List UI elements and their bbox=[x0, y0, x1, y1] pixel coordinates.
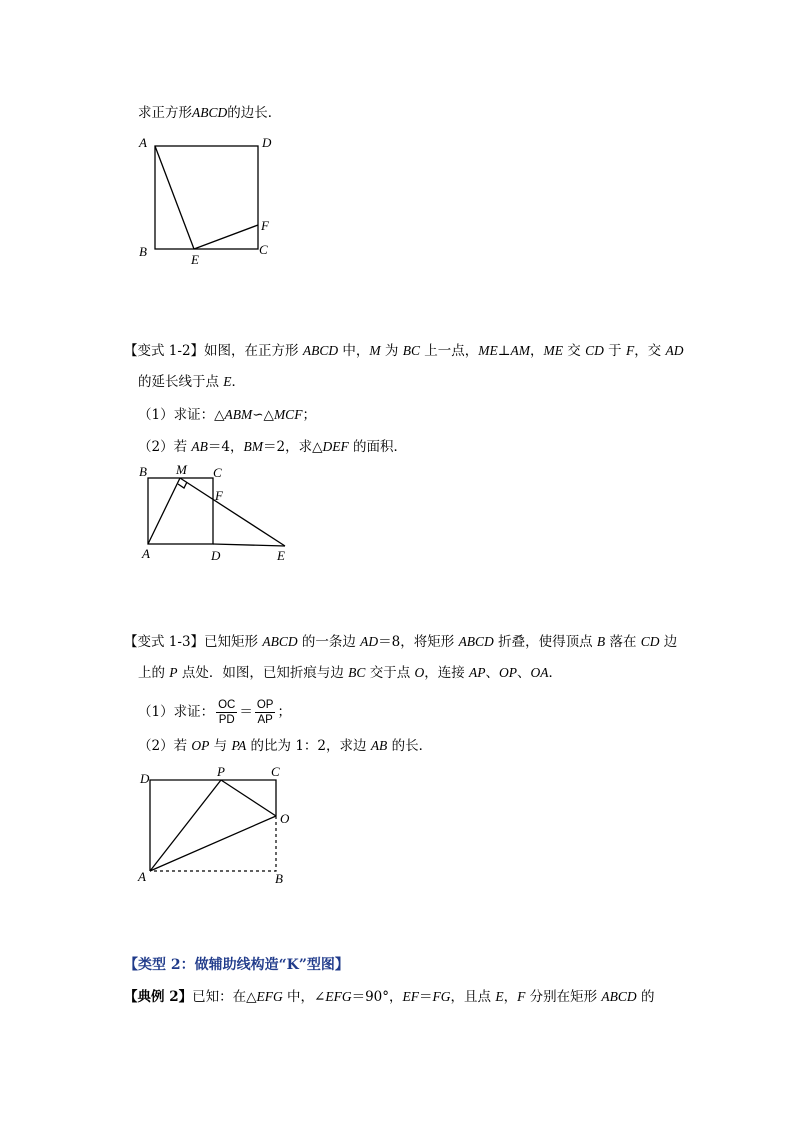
fig3-label-a: A bbox=[138, 869, 146, 884]
v13-var: AP bbox=[469, 665, 486, 680]
v12-var: MCF bbox=[273, 407, 303, 422]
fraction-denominator: PD bbox=[218, 714, 235, 726]
v12-text: 如图，在正方形 bbox=[204, 343, 303, 359]
ex2-var: F bbox=[517, 989, 526, 1004]
v12-text: ． bbox=[231, 374, 246, 390]
fig3-line-po bbox=[221, 780, 276, 816]
fig3-rect-solid bbox=[150, 780, 276, 871]
intro-var: ABCD bbox=[192, 105, 228, 120]
v12-var: BC bbox=[402, 343, 420, 358]
v12-text: 的面积． bbox=[348, 439, 408, 455]
v13-var: CD bbox=[640, 634, 660, 649]
v13-text: 、 bbox=[485, 665, 500, 681]
v12-text: 于 bbox=[603, 343, 626, 359]
v12-var: DEF bbox=[322, 439, 349, 454]
fig1-label-e: E bbox=[191, 252, 199, 267]
v12-var: ME bbox=[478, 343, 498, 358]
v12-text: （2）若 bbox=[138, 439, 192, 455]
v13-text: 的比为 1：2，求边 bbox=[246, 738, 371, 754]
ex2-text: ＝ bbox=[419, 989, 433, 1005]
fig3-label-b: B bbox=[275, 871, 283, 886]
v13-text: 上的 bbox=[138, 665, 170, 681]
v13-text: 的一条边 bbox=[297, 634, 361, 650]
ex2-text: ，且点 bbox=[450, 989, 496, 1005]
v13-tag: 【变式 1-3】 bbox=[124, 634, 205, 650]
v12-var: F bbox=[625, 343, 635, 358]
v13-text: ＝8，将矩形 bbox=[378, 634, 459, 650]
v13-var: ABCD bbox=[458, 634, 494, 649]
v13-var: AB bbox=[370, 738, 388, 753]
v13-text: 、 bbox=[517, 665, 531, 681]
fig3-label-c: C bbox=[271, 764, 280, 779]
v13-var: BC bbox=[348, 665, 366, 680]
fig3-line-ao bbox=[150, 816, 276, 871]
v13-text: ． bbox=[548, 665, 563, 681]
v12-text: 交 bbox=[562, 343, 586, 359]
v12-var: CD bbox=[585, 343, 604, 358]
v13-var: AD bbox=[360, 634, 379, 649]
fig2-label-c: C bbox=[213, 465, 222, 480]
v13-text: 边 bbox=[659, 634, 678, 650]
v13-text: （2）若 bbox=[138, 738, 192, 754]
v13-text: 折叠，使得顶点 bbox=[493, 634, 597, 650]
v12-text: ＝2，求△ bbox=[262, 439, 323, 455]
fig1-label-c: C bbox=[259, 242, 268, 257]
v13-var: OA bbox=[530, 665, 549, 680]
ex2-text: ＝90°， bbox=[351, 989, 403, 1005]
ex2-var: ABCD bbox=[601, 989, 637, 1004]
ex2-text: ， bbox=[503, 989, 518, 1005]
v12-var: BM bbox=[243, 439, 263, 454]
fig2-label-a: A bbox=[142, 546, 150, 561]
v13-text: 与 bbox=[209, 738, 232, 754]
v13-var: OP bbox=[499, 665, 518, 680]
v13-text: 落在 bbox=[605, 634, 641, 650]
v13-text: （1）求证： bbox=[138, 704, 215, 720]
v12-text: （1）求证：△ bbox=[138, 407, 225, 423]
ex2-line bbox=[124, 987, 654, 1007]
fig1-label-f: F bbox=[261, 218, 269, 233]
v12-text: 为 bbox=[380, 343, 403, 359]
ex2-text: 已知：在△ bbox=[192, 989, 257, 1005]
v13-var: OP bbox=[191, 738, 210, 753]
v12-var: M bbox=[369, 343, 381, 358]
v13-var: O bbox=[414, 665, 425, 680]
v12-tag: 【变式 1-2】 bbox=[124, 343, 205, 359]
v13-text: 已知矩形 bbox=[204, 634, 263, 650]
v13-var: B bbox=[596, 634, 606, 649]
v13-var: ABCD bbox=[262, 634, 298, 649]
ex2-tag: 【典例 2】 bbox=[124, 989, 193, 1005]
v12-var: ME bbox=[543, 343, 563, 358]
fig3-label-d: D bbox=[140, 771, 150, 786]
v12-var: AM bbox=[510, 343, 530, 358]
v12-var: E bbox=[223, 374, 232, 389]
intro-text-end: 的边长． bbox=[227, 105, 282, 121]
fig3-line-ap bbox=[150, 780, 221, 871]
fig1-label-b: B bbox=[139, 244, 147, 259]
type2-heading: 【类型 2：做辅助线构造“K”型图】 bbox=[124, 957, 349, 973]
ex2-text: 的 bbox=[636, 989, 655, 1005]
v13-var: PA bbox=[231, 738, 247, 753]
v12-text: 的延长线于点 bbox=[138, 374, 224, 390]
fraction-denominator: AP bbox=[257, 714, 273, 726]
ex2-var: E bbox=[495, 989, 504, 1004]
v12-var: ABCD bbox=[302, 343, 339, 358]
fig2-label-f: F bbox=[215, 488, 223, 503]
v12-text: ＝4， bbox=[207, 439, 244, 455]
fig2-label-b: B bbox=[139, 464, 147, 479]
v12-text: ； bbox=[302, 407, 316, 423]
fig2-label-e: E bbox=[277, 548, 285, 563]
v12-text: ⊥ bbox=[497, 343, 511, 359]
v12-text: ，交 bbox=[634, 343, 666, 359]
v12-text: ， bbox=[529, 343, 544, 359]
v12-text: 上一点， bbox=[419, 343, 479, 359]
fig3-label-o: O bbox=[280, 811, 290, 826]
fig1-label-d: D bbox=[262, 135, 272, 150]
fig1-label-a: A bbox=[139, 135, 147, 150]
ex2-text: 分别在矩形 bbox=[525, 989, 602, 1005]
fig3-label-p: P bbox=[217, 764, 225, 779]
ex2-var: FG bbox=[432, 989, 451, 1004]
v12-var: AD bbox=[665, 343, 684, 358]
fig2-label-d: D bbox=[211, 548, 221, 563]
intro-text: 求正方形 bbox=[138, 105, 192, 121]
ex2-var: EFG bbox=[325, 989, 352, 1004]
v13-text: ，连接 bbox=[424, 665, 470, 681]
v12-text: 中， bbox=[338, 343, 370, 359]
v13-text: 的长． bbox=[387, 738, 433, 754]
v12-var: AB bbox=[191, 439, 208, 454]
v13-text: ； bbox=[277, 704, 291, 720]
v13-var: P bbox=[169, 665, 178, 680]
ex2-var: EFG bbox=[256, 989, 283, 1004]
v12-text: ∽△ bbox=[252, 407, 274, 423]
v13-text: 点处．如图，已知折痕与边 bbox=[177, 665, 349, 681]
fraction-numerator: OC bbox=[218, 699, 236, 711]
v13-text: 交于点 bbox=[365, 665, 415, 681]
fraction-numerator: OP bbox=[256, 699, 274, 711]
ex2-var: EF bbox=[402, 989, 420, 1004]
v12-var: ABM bbox=[224, 407, 253, 422]
equals-sign: ＝ bbox=[239, 704, 253, 720]
fig2-label-m: M bbox=[176, 462, 187, 477]
ex2-text: 中，∠ bbox=[282, 989, 326, 1005]
